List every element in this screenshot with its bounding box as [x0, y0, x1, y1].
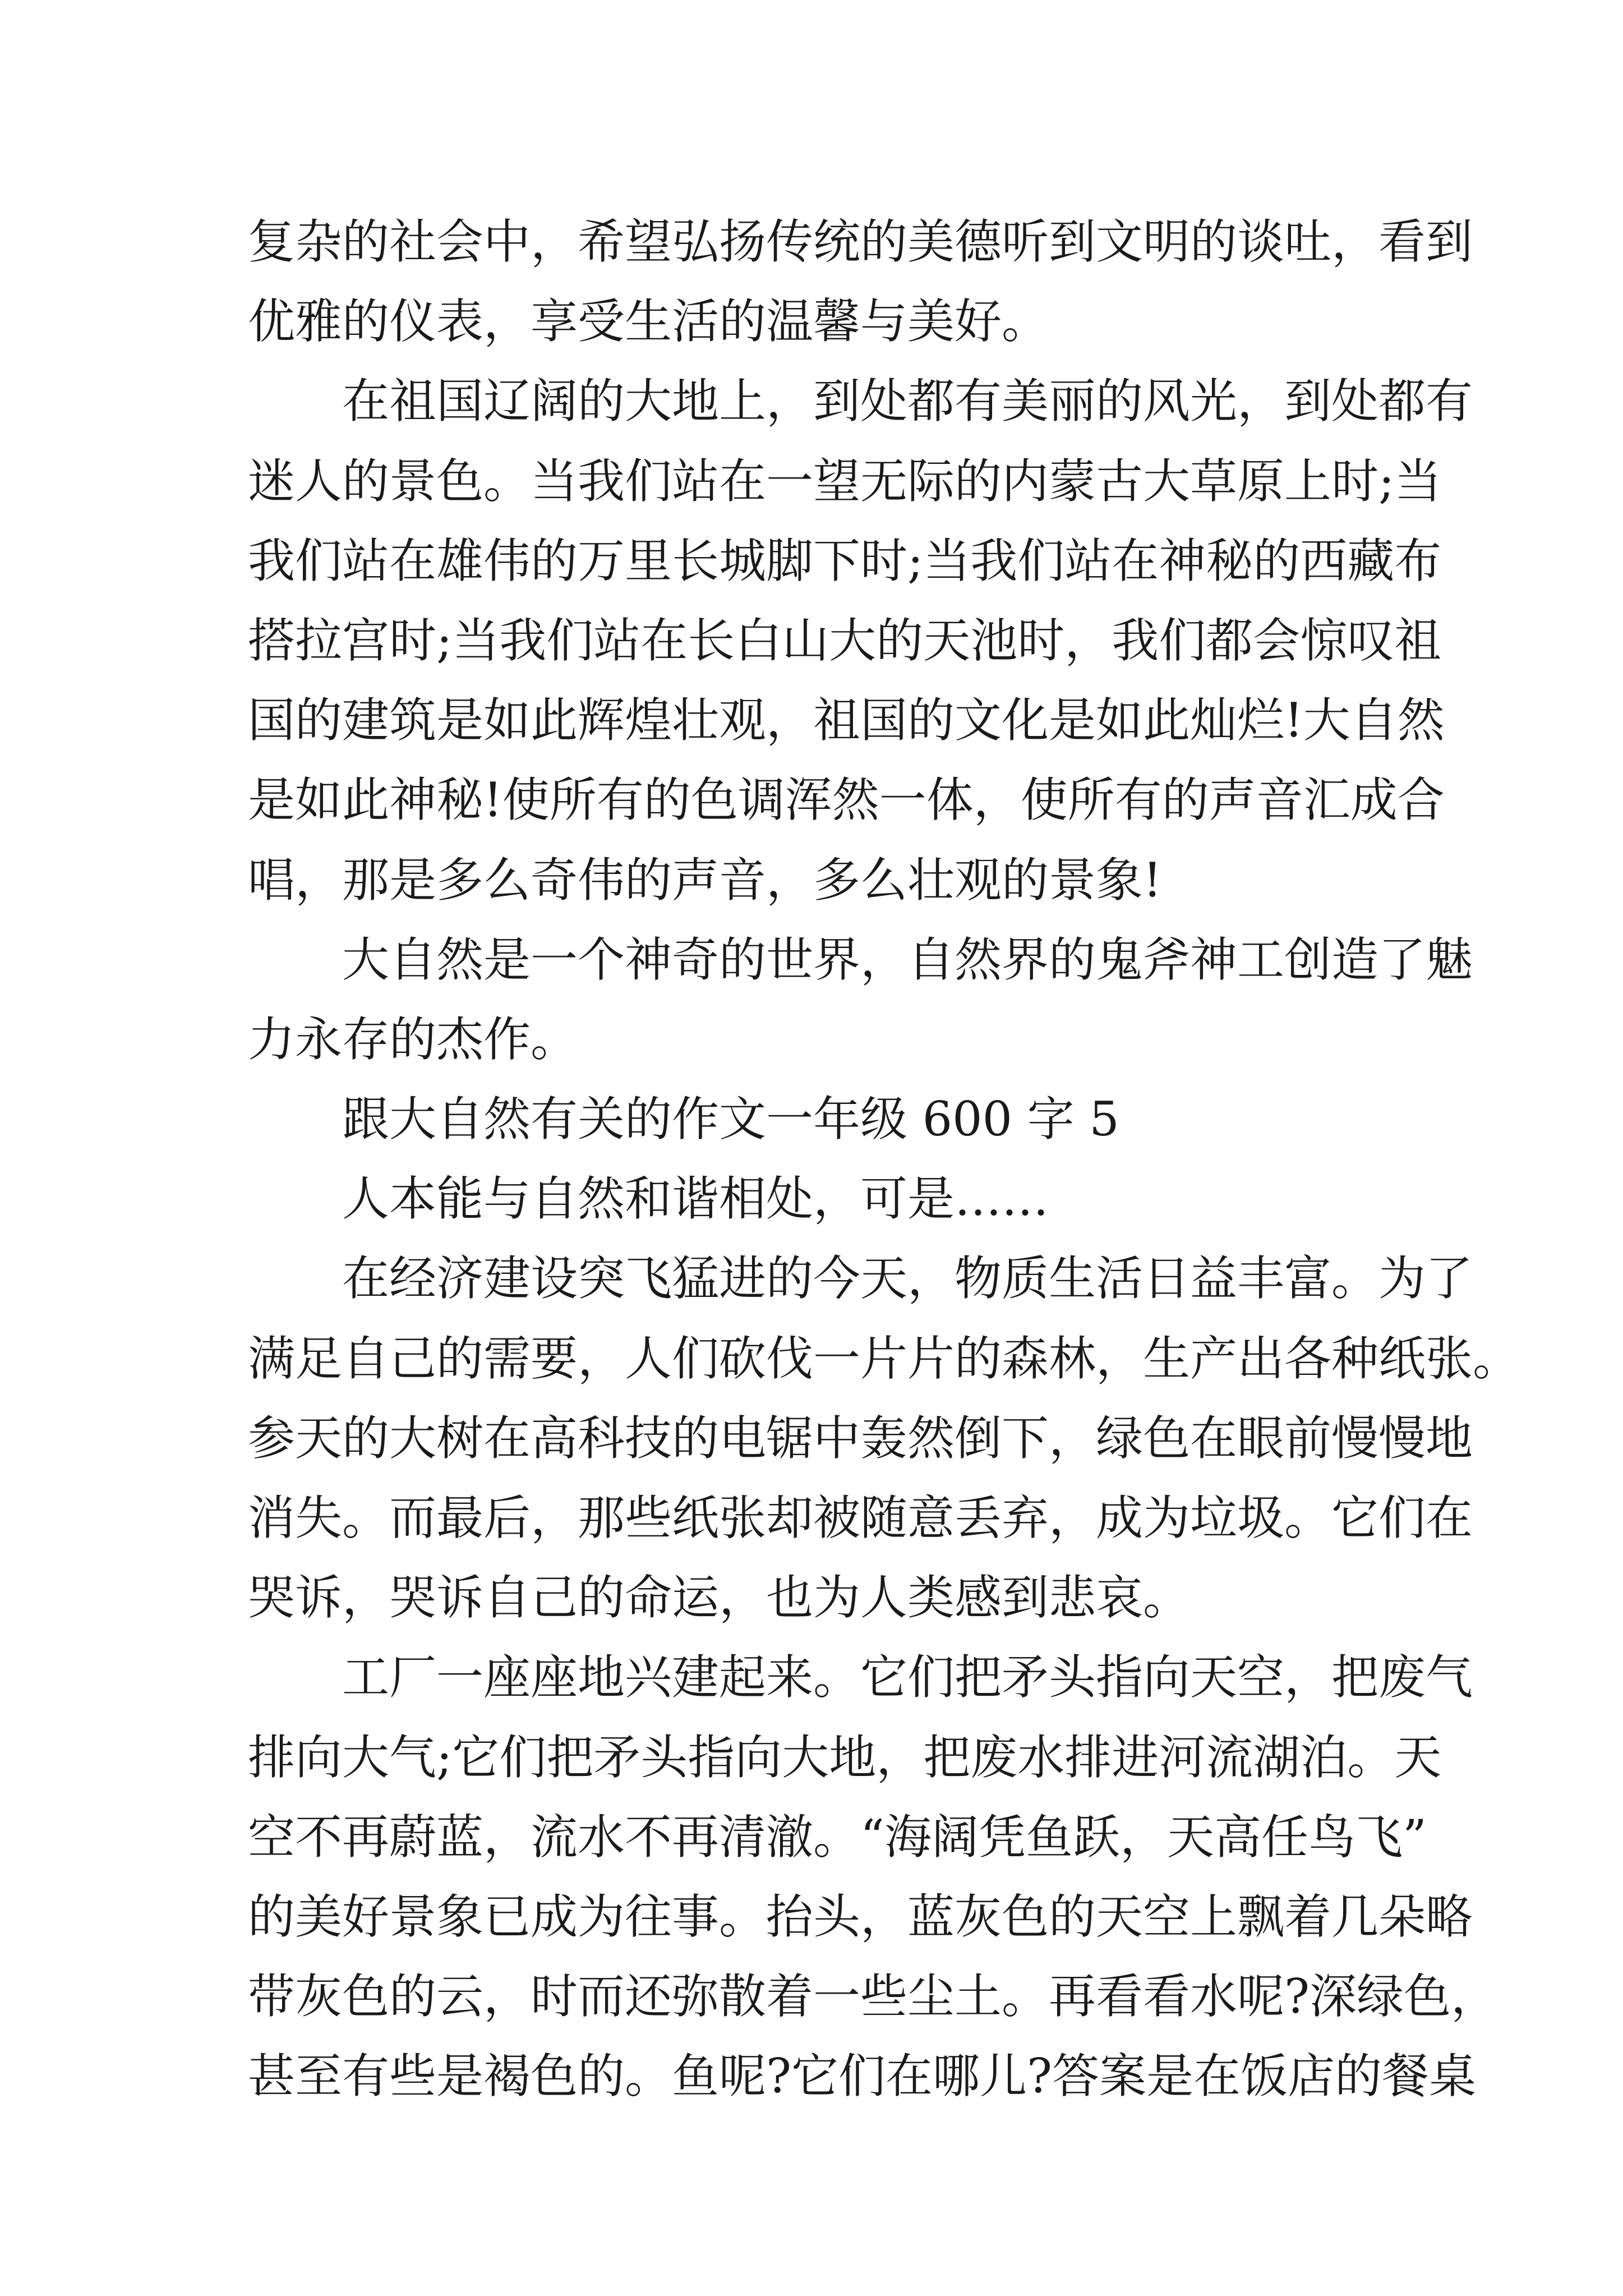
text-line: 在祖国辽阔的大地上，到处都有美丽的风光，到处都有 — [342, 374, 1473, 429]
text-line: 参天的大树在高科技的电锯中轰然倒下，绿色在眼前慢慢地 — [248, 1410, 1473, 1466]
text-line: 满足自己的需要，人们砍伐一片片的森林，生产出各种纸张。 — [248, 1331, 1520, 1386]
text-line: 空不再蔚蓝，流水不再清澈。“海阔凭鱼跃，天高任鸟飞” — [248, 1809, 1427, 1865]
text-line: 的美好景象已成为往事。抬头，蓝灰色的天空上飘着几朵略 — [248, 1889, 1473, 1944]
text-line: 迷人的景色。当我们站在一望无际的内蒙古大草原上时;当 — [248, 453, 1442, 509]
text-line: 消失。而最后，那些纸张却被随意丢弃，成为垃圾。它们在 — [248, 1490, 1473, 1545]
text-line: 带灰色的云，时而还弥散着一些尘土。再看看水呢?深绿色， — [248, 1969, 1498, 2024]
text-line: 唱，那是多么奇伟的声音，多么壮观的景象! — [248, 852, 1162, 908]
text-line: 大自然是一个神奇的世界，自然界的鬼斧神工创造了魅 — [342, 932, 1473, 987]
text-line: 是如此神秘!使所有的色调浑然一体，使所有的声音汇成合 — [248, 772, 1445, 828]
text-line: 优雅的仪表，享受生活的温馨与美好。 — [248, 294, 1049, 349]
text-line: 力永存的杰作。 — [248, 1011, 578, 1067]
text-line: 工厂一座座地兴建起来。它们把矛头指向天空，把废气 — [342, 1650, 1473, 1705]
text-line: 哭诉，哭诉自己的命运，也为人类感到悲哀。 — [248, 1570, 1191, 1626]
text-line: 搭拉宫时;当我们站在长白山大的天池时，我们都会惊叹祖 — [248, 613, 1442, 668]
text-line: 跟大自然有关的作文一年级 600 字 5 — [342, 1092, 1119, 1147]
text-line: 排向大气;它们把矛头指向大地，把废水排进河流湖泊。天 — [248, 1729, 1442, 1785]
text-line: 甚至有些是褐色的。鱼呢?它们在哪儿?答案是在饭店的餐桌 — [248, 2049, 1477, 2104]
text-line: 人本能与自然和谐相处，可是…… — [342, 1171, 1049, 1227]
text-line: 我们站在雄伟的万里长城脚下时;当我们站在神秘的西藏布 — [248, 533, 1442, 588]
text-line: 复杂的社会中，希望弘扬传统的美德听到文明的谈吐，看到 — [248, 214, 1473, 269]
text-line: 在经济建设突飞猛进的今天，物质生活日益丰富。为了 — [342, 1251, 1473, 1306]
document-body — [248, 202, 1520, 2116]
text-line: 国的建筑是如此辉煌壮观，祖国的文化是如此灿烂!大自然 — [248, 693, 1445, 748]
